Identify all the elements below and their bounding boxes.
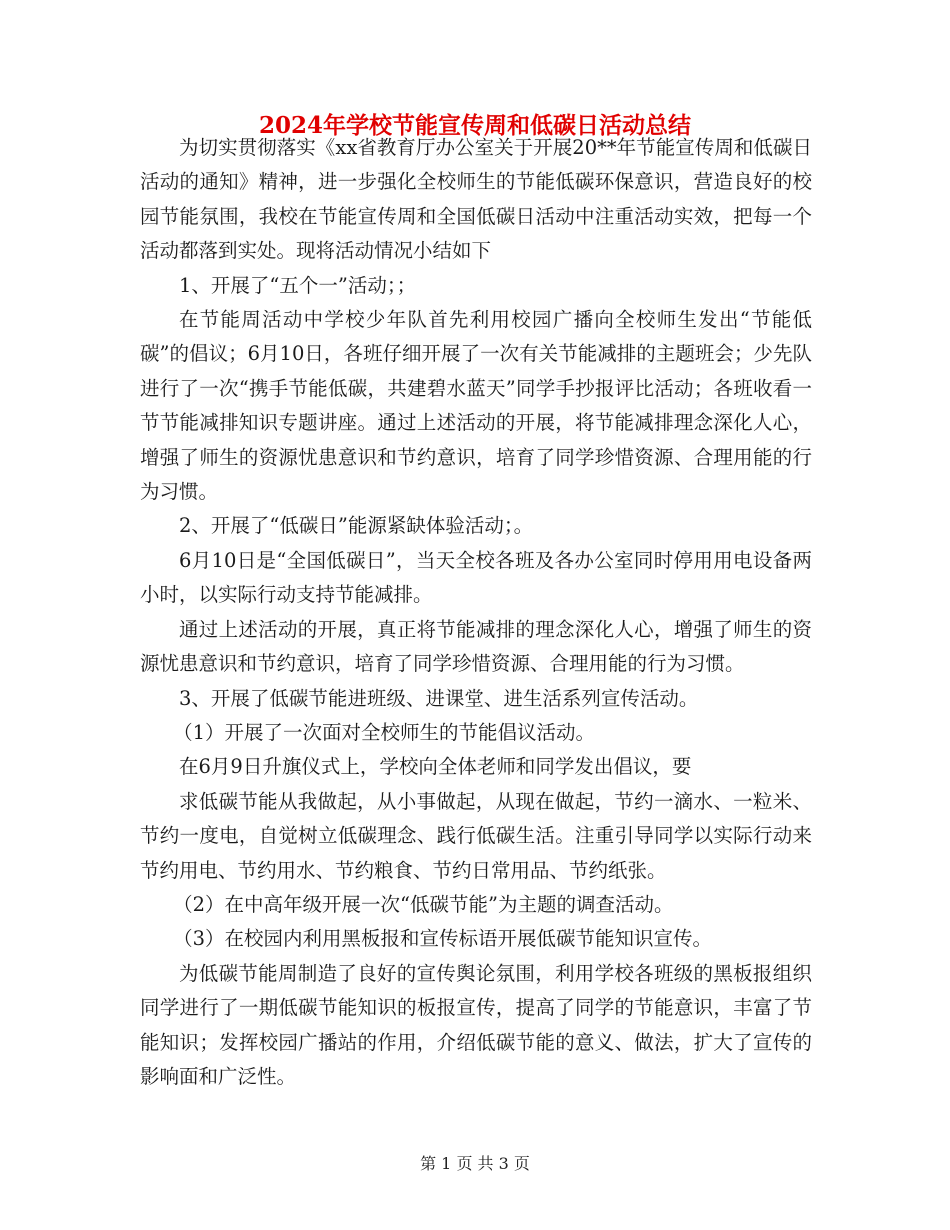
subheading-3-3: （3）在校园内利用黑板报和宣传标语开展低碳节能知识宣传。 bbox=[173, 927, 713, 951]
subheading-3-1: （1）开展了一次面对全校师生的节能倡议活动。 bbox=[173, 720, 596, 744]
paragraph-blackboard: 为低碳节能周制造了良好的宣传舆论氛围，利用学校各班级的黑板报组织同学进行了一期低碳节能知识的板报宣传，提高了同学的节能意识，丰富了节能知识；发挥校园广播站的作用，介绍低碳节能的意义、做法，扩大了宣传的影响面和广泛性。 bbox=[140, 961, 812, 1088]
subheading-3-2: （2）在中高年级开展一次“低碳节能”为主题的调查活动。 bbox=[173, 892, 674, 916]
heading-section-2: 2、开展了“低碳日”能源紧缺体验活动；。 bbox=[179, 514, 534, 538]
heading-section-1: 1、开展了“五个一”活动；； bbox=[179, 273, 417, 297]
paragraph-intro: 为切实贯彻落实《xx省教育厅办公室关于开展20**年节能宣传周和低碳日活动的通知》精神，进一步强化全校师生的节能低碳环保意识，营造良好的校园节能氛围，我校在节能宣传周和全国低碳日活动中注重活动实效，把每一个活动都落到实处。现将活动情况小结如下 bbox=[140, 136, 812, 263]
paragraph-section-2-result: 通过上述活动的开展，真正将节能减排的理念深化人心，增强了师生的资源忧患意识和节约意识，培育了同学珍惜资源、合理用能的行为习惯。 bbox=[140, 617, 812, 676]
paragraph-flag-ceremony: 在6月9日升旗仪式上，学校向全体老师和同学发出倡议，要 bbox=[179, 755, 692, 779]
page-footer: 第 1 页 共 3 页 bbox=[420, 1154, 530, 1173]
paragraph-proposal: 求低碳节能从我做起，从小事做起，从现在做起，节约一滴水、一粒米、节约一度电，自觉树立低碳理念、践行低碳生活。注重引导同学以实际行动来节约用电、节约用水、节约粮食、节约日常用品、节约纸张。 bbox=[140, 789, 812, 882]
paragraph-section-1: 在节能周活动中学校少年队首先利用校园广播向全校师生发出“节能低碳”的倡议；6月10日，各班仔细开展了一次有关节能减排的主题班会；少先队进行了一次“携手节能低碳，共建碧水蓝天”同学手抄报评比活动；各班收看一节节能减排知识专题讲座。通过上述活动的开展，将节能减排理念深化人心，增强了师生的资源忧患意识和节约意识，培育了同学珍惜资源、合理用能的行为习惯。 bbox=[140, 308, 812, 504]
paragraph-low-carbon-day: 6月10日是“全国低碳日”，当天全校各班及各办公室同时停用用电设备两小时，以实际行动支持节能减排。 bbox=[140, 548, 812, 607]
heading-section-3: 3、开展了低碳节能进班级、进课堂、进生活系列宣传活动。 bbox=[179, 686, 699, 710]
document-body bbox=[140, 131, 812, 1094]
document-title: 2024年学校节能宣传周和低碳日活动总结 bbox=[258, 112, 691, 139]
